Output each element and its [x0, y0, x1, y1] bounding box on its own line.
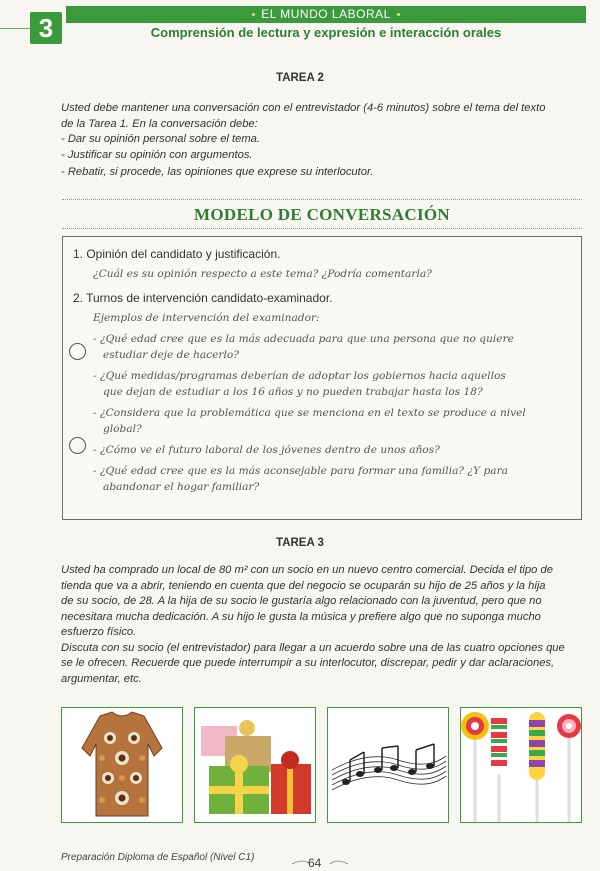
- instruction-line: se le ofrecen. Recuerde que puede interrumpir a su interlocutor, discrepar, pedir y dar aclaraciones,: [61, 657, 555, 669]
- dotted-divider: [62, 228, 582, 229]
- lollipops-image: [460, 707, 582, 823]
- instruction-line: - Rebatir, si procede, las opiniones que exprese su interlocutor.: [61, 166, 374, 178]
- instruction-line: Usted ha comprado un local de 80 m² con un socio en un nuevo centro comercial. Decida el tipo de: [61, 564, 553, 576]
- question-line: abandonar el hogar familiar?: [103, 481, 260, 493]
- question-line: - ¿Qué medidas/programas deberían de adoptar los gobiernos hacia aquellos: [93, 370, 506, 382]
- unit-title-bar: [66, 6, 586, 23]
- question-line: estudiar deje de hacerlo?: [103, 349, 239, 361]
- section-subtitle: Comprensión de lectura y expresión e interacción orales: [150, 25, 502, 40]
- question-line: - ¿Considera que la problemática que se menciona en el texto se produce a nivel: [93, 407, 526, 419]
- tarea3-title: TAREA 3: [276, 537, 324, 549]
- unit-number-badge: 3: [30, 12, 62, 44]
- instruction-line: esfuerzo físico.: [61, 626, 137, 638]
- book-title: Preparación Diploma de Español (Nivel C1): [61, 852, 255, 863]
- instruction-line: Discuta con su socio (el entrevistador) para llegar a un acuerdo sobre una de las cuatro opciones que: [61, 641, 565, 654]
- question-line: - ¿Qué edad cree que es la más aconsejable para formar una familia? ¿Y para: [93, 465, 508, 477]
- item2-heading: 2. Turnos de intervención candidato-examinador.: [73, 291, 333, 305]
- instruction-line: de la Tarea 1. En la conversación debe:: [61, 117, 258, 130]
- decor-dot: [397, 13, 400, 16]
- gifts-image: [194, 707, 316, 823]
- circle-icon: [69, 437, 86, 454]
- unit-title: EL MUNDO LABORAL: [261, 7, 391, 21]
- circle-icon: [69, 343, 86, 360]
- item1-heading: 1. Opinión del candidato y justificación.: [73, 247, 281, 261]
- decor-dot: [252, 13, 255, 16]
- page-number: 64: [308, 856, 322, 870]
- question-line: - ¿Cómo ve el futuro laboral de los jóvenes dentro de unos años?: [93, 444, 440, 456]
- instruction-line: necesitara mucha dedicación. A su hijo le gusta la música y prefiere algo que no suponga mucho: [61, 610, 541, 623]
- instruction-line: Usted debe mantener una conversación con el entrevistador (4-6 minutos) sobre el tema del texto: [61, 102, 546, 114]
- item1-question: ¿Cuál es su opinión respecto a este tema? ¿Podría comentarla?: [93, 268, 432, 280]
- instruction-line: de su socio, de 28. A la hija de su socio le gustaría algo relacionado con la juventud, pero que no: [61, 595, 542, 607]
- instruction-line: tienda que va a abrir, teniendo en cuenta que del negocio se ocuparán su hijo de 25 años y la hija: [61, 579, 546, 592]
- music-image: [327, 707, 449, 823]
- lollipops-icon: [461, 708, 581, 822]
- instruction-line: - Dar su opinión personal sobre el tema.: [61, 133, 260, 145]
- question-line: global?: [103, 423, 142, 435]
- tarea2-title: TAREA 2: [276, 72, 324, 84]
- gift-boxes-icon: [195, 708, 315, 822]
- conversation-model-box: [62, 236, 582, 520]
- item2-intro: Ejemplos de intervención del examinador:: [93, 312, 320, 324]
- music-notes-icon: [328, 708, 448, 822]
- question-line: - ¿Qué edad cree que es la más adecuada para que una persona que no quiere: [93, 333, 514, 345]
- question-line: que dejan de estudiar a los 16 años y no pueden trabajar hasta los 18?: [103, 386, 483, 398]
- instruction-line: - Justificar su opinión con argumentos.: [61, 148, 253, 161]
- blouse-icon: [62, 708, 182, 822]
- examiner-questions: [93, 331, 578, 495]
- dotted-divider: [62, 199, 582, 200]
- tarea2-instructions: [61, 101, 581, 181]
- instruction-line: argumentar, etc.: [61, 672, 142, 685]
- blouse-image: [61, 707, 183, 823]
- modelo-title: MODELO DE CONVERSACIÓN: [194, 205, 450, 224]
- tarea3-instructions: [61, 563, 581, 687]
- header-rule: [0, 28, 32, 29]
